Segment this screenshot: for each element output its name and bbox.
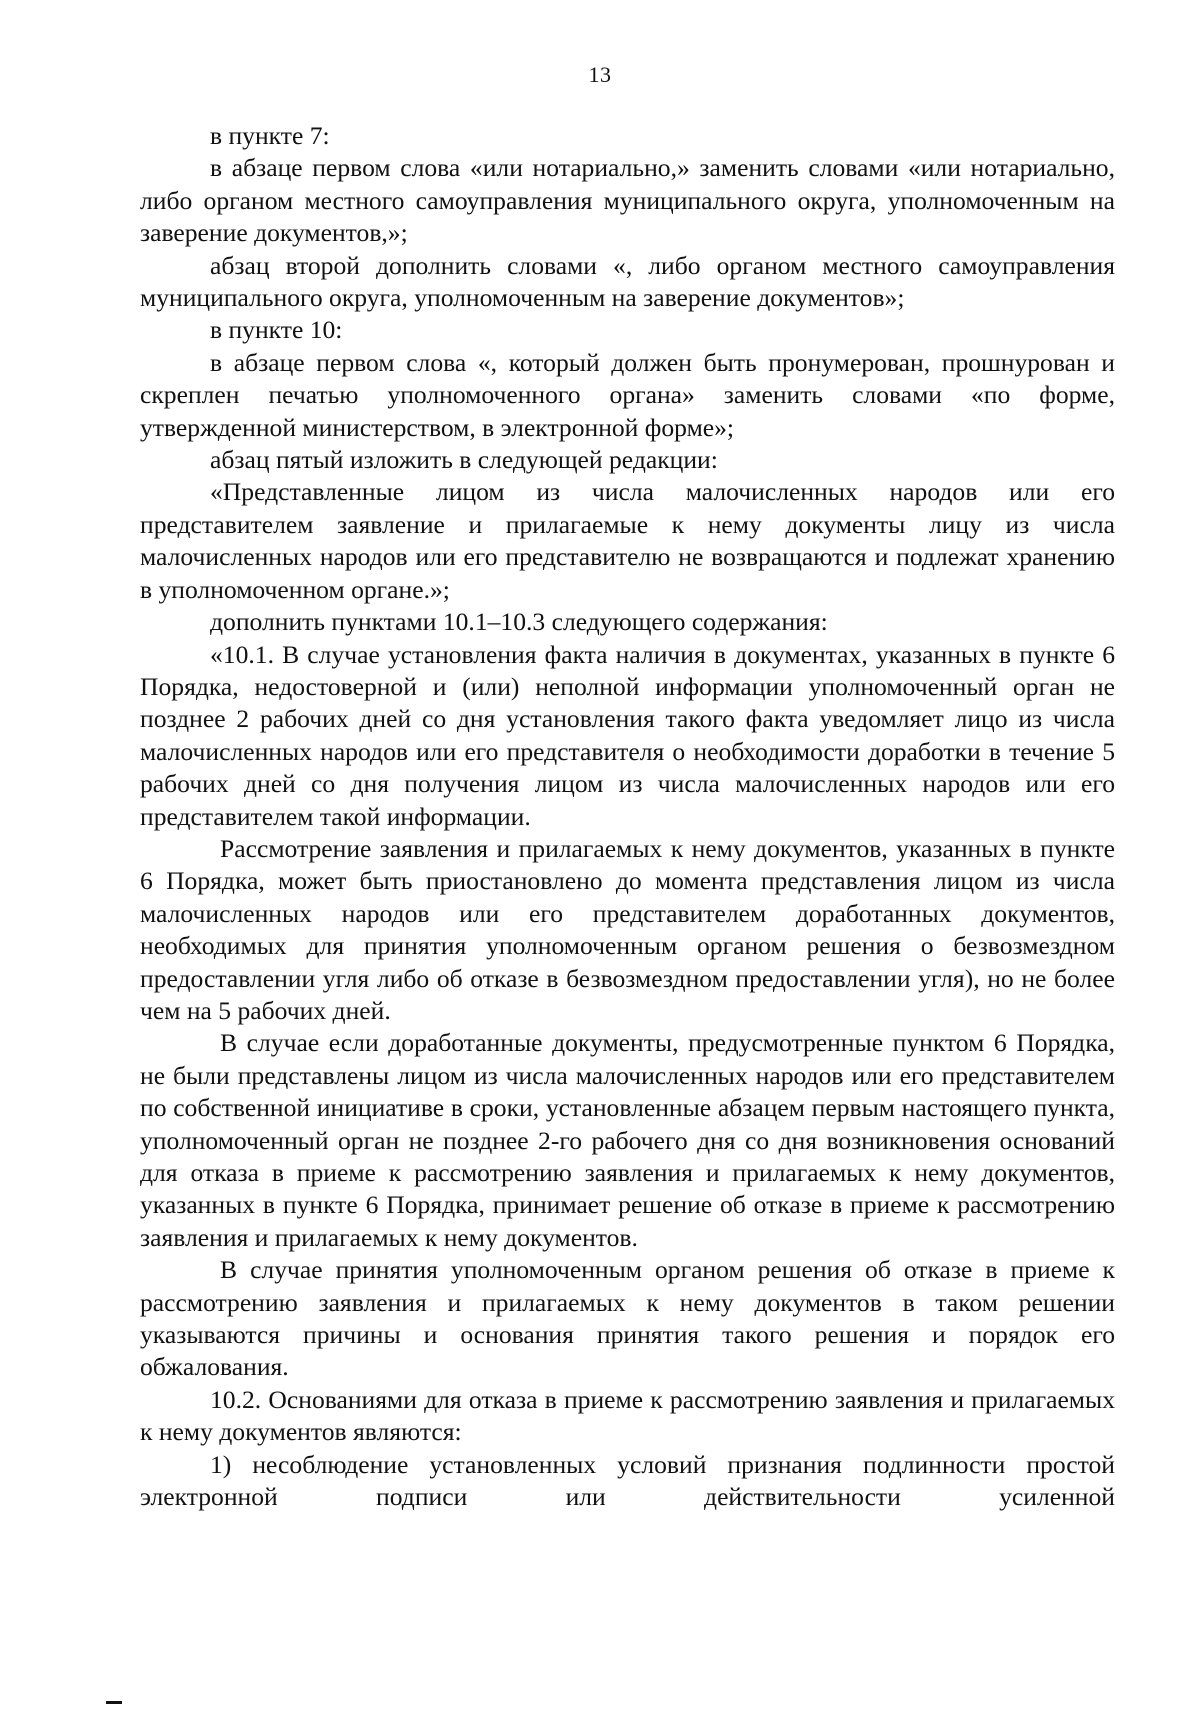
paragraph-not-submitted: В случае если доработанные документы, предусмотренные пунктом 6 Порядка, не были представлены лицом из числа малочисленных народов или его представителем по собственной инициативе в сроки, установленные абзацем первым настоящего пункта, уполномоченный орган не позднее 2-го рабочего дня со дня возникновения оснований для отказа в приеме к рассмотрению заявления и прилагаемых к нему документов, указанных в пункте 6 Порядка, принимает решение об отказе в приеме к рассмотрению заявления и прилагаемых к нему документов. [140,1028,1115,1252]
document-body [140,120,1115,1513]
paragraph-10-1: «10.1. В случае установления факта наличия в документах, указанных в пункте 6 Порядка, недостоверной и (или) неполной информации уполномоченный орган не позднее 2 рабочих дней со дня установления такого факта уведомляет лицо из числа малочисленных народов или его представителя о необходимости доработки в течение 5 рабочих дней со дня получения лицом из числа малочисленных народов или его представителем такой информации. [140,639,1115,831]
paragraph-quoted-text: «Представленные лицом из числа малочисленных народов или его представителем заявление и прилагаемые к нему документы лицу из числа малочисленных народов или его представителю не возвращаются и подлежат хранению в уполномоченном органе.»; [140,477,1115,604]
paragraph-item7-amend2: абзац второй дополнить словами «, либо органом местного самоуправления муниципального округа, уполномоченным на заверение документов»; [140,250,1115,313]
paragraph-item7-heading: в пункте 7: [210,121,330,150]
scan-edge-mark [106,1701,122,1704]
paragraph-review-suspension: Рассмотрение заявления и прилагаемых к нему документов, указанных в пункте 6 Порядка, может быть приостановлено до момента представления лицом из числа малочисленных народов или его представителем доработанных документов, необходимых для принятия уполномоченным органом решения о безвозмездном предоставлении угля либо об отказе в безвозмездном предоставлении угля), но не более чем на 5 рабочих дней. [140,833,1115,1025]
paragraph-10-2-item1: 1) несоблюдение установленных условий признания подлинности простой электронной подписи или действительности усиленной [140,1449,1115,1512]
paragraph-refusal-decision: В случае принятия уполномоченным органом решения об отказе в приеме к рассмотрению заявления и прилагаемых к нему документов в таком решении указываются причины и основания принятия такого решения и порядок его обжалования. [140,1255,1115,1382]
paragraph-item10-amend1: в абзаце первом слова «, который должен быть пронумерован, прошнурован и скреплен печатью уполномоченного органа» заменить словами «по форме, утвержденной министерством, в электронной форме»; [140,347,1115,442]
paragraph-item7-amend1: в абзаце первом слова «или нотариально,» заменить словами «или нотариально, либо органом местного самоуправления муниципального округа, уполномоченным на заверение документов,»; [140,153,1115,248]
paragraph-add-items: дополнить пунктами 10.1–10.3 следующего содержания: [210,607,828,637]
paragraph-item10-amend2: абзац пятый изложить в следующей редакции: [210,445,718,475]
paragraph-10-2: 10.2. Основаниями для отказа в приеме к рассмотрению заявления и прилагаемых к нему документов являются: [140,1384,1115,1447]
page-number: 13 [588,62,612,87]
paragraph-item10-heading: в пункте 10: [210,315,343,345]
